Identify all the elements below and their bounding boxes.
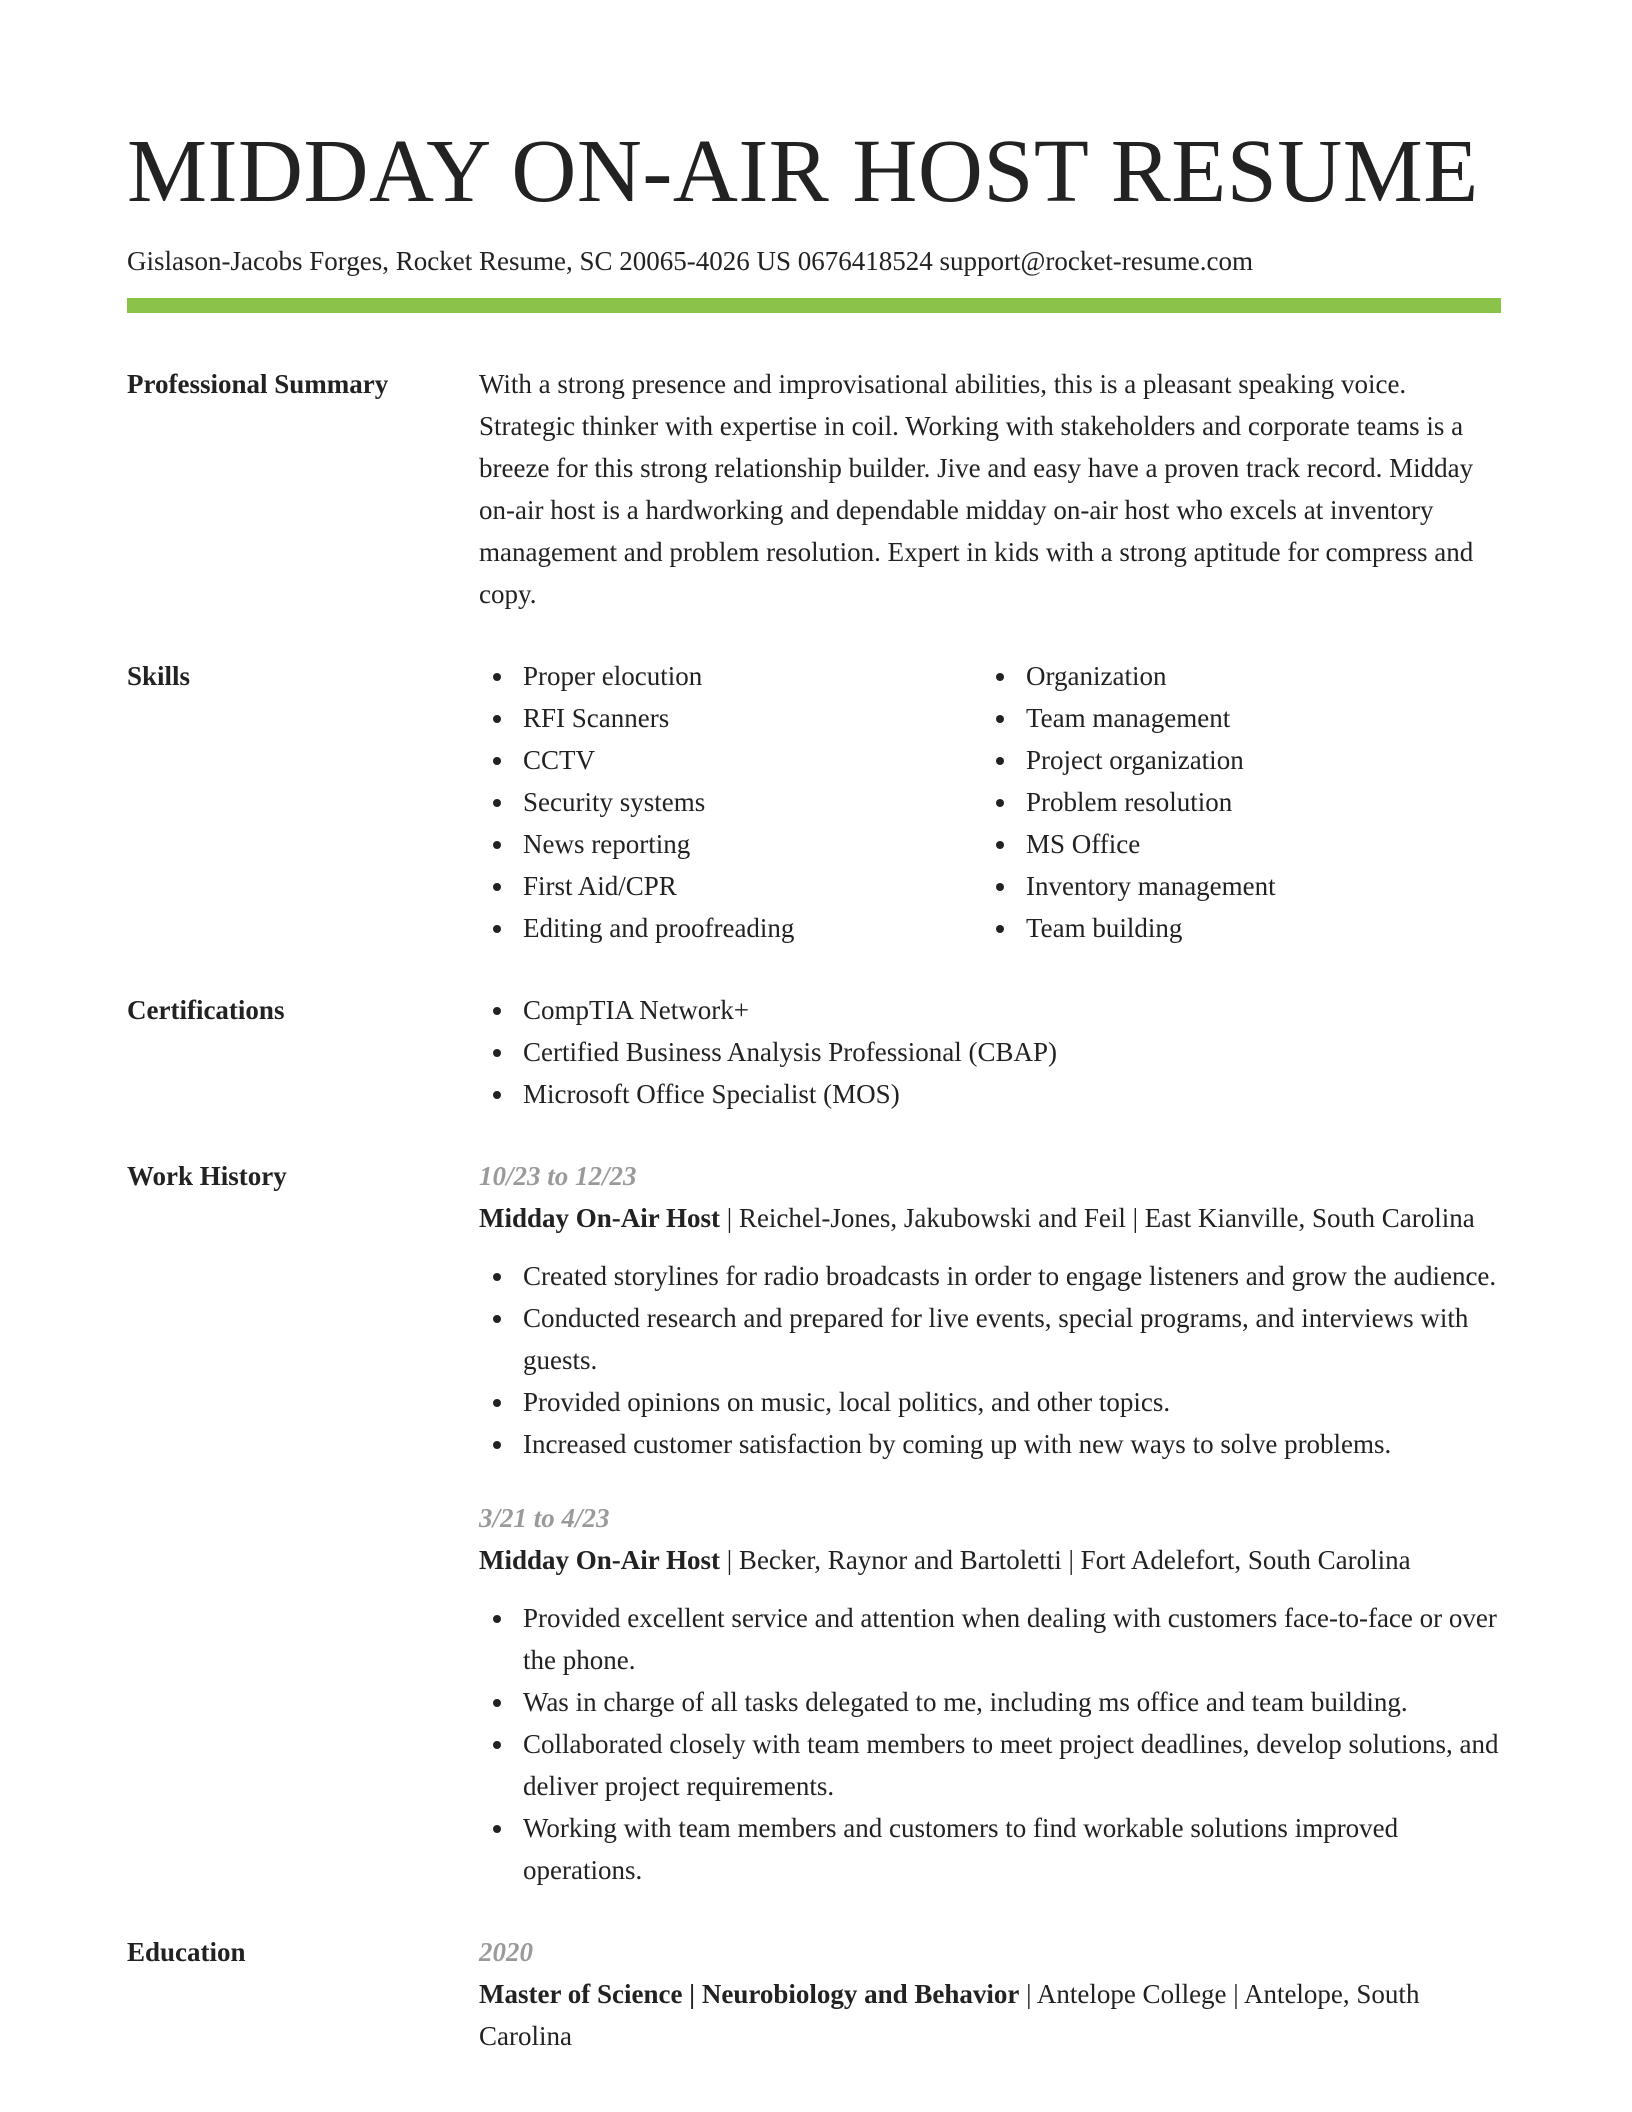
summary-label: Professional Summary: [127, 369, 389, 399]
skill-item: Team building: [982, 907, 1485, 949]
certification-item: Microsoft Office Specialist (MOS): [479, 1073, 1501, 1115]
job-bullet: Created storylines for radio broadcasts in order to engage listeners and grow the audience.: [479, 1255, 1501, 1297]
job-bullet: Provided opinions on music, local politics, and other topics.: [479, 1381, 1501, 1423]
work-history-content: [479, 1155, 1501, 1891]
skill-item: News reporting: [479, 823, 982, 865]
job-bullets: [479, 1255, 1501, 1465]
skill-item: First Aid/CPR: [479, 865, 982, 907]
job-entry: [479, 1155, 1501, 1465]
job-entry: [479, 1497, 1501, 1891]
skill-item: Team management: [982, 697, 1485, 739]
job-bullet: Was in charge of all tasks delegated to me, including ms office and team building.: [479, 1681, 1501, 1723]
resume-page: [127, 0, 1501, 2057]
skill-item: Inventory management: [982, 865, 1485, 907]
job-heading: [479, 1197, 1501, 1239]
certification-item: Certified Business Analysis Professional (CBAP): [479, 1031, 1501, 1073]
job-title: Midday On-Air Host: [479, 1545, 721, 1575]
skill-item: CCTV: [479, 739, 982, 781]
certifications-section: [127, 989, 1501, 1115]
education-heading: [479, 1973, 1501, 2057]
job-bullet: Provided excellent service and attention when dealing with customers face-to-face or over the phone.: [479, 1597, 1501, 1681]
job-bullets: [479, 1597, 1501, 1891]
skill-item: Security systems: [479, 781, 982, 823]
education-label: Education: [127, 1937, 246, 1967]
job-dates: 10/23 to 12/23: [479, 1161, 637, 1191]
education-section: [127, 1931, 1501, 2057]
skill-item: Editing and proofreading: [479, 907, 982, 949]
certifications-list: [479, 989, 1501, 1115]
job-title: Midday On-Air Host: [479, 1203, 721, 1233]
job-heading: [479, 1539, 1501, 1581]
skills-list: [479, 655, 1501, 949]
skills-column-right: [982, 655, 1485, 949]
job-bullet: Collaborated closely with team members to meet project deadlines, develop solutions, and deliver project requirements.: [479, 1723, 1501, 1807]
certifications-label: Certifications: [127, 995, 285, 1025]
education-year: 2020: [479, 1937, 533, 1967]
skill-item: Problem resolution: [982, 781, 1485, 823]
summary-section: [127, 363, 1501, 615]
work-history-label: Work History: [127, 1161, 287, 1191]
skills-column-left: [479, 655, 982, 949]
job-bullet: Increased customer satisfaction by coming up with new ways to solve problems.: [479, 1423, 1501, 1465]
education-degree: Master of Science | Neurobiology and Behavior: [479, 1979, 1020, 2009]
job-dates: 3/21 to 4/23: [479, 1503, 610, 1533]
education-content: [479, 1931, 1501, 2057]
skills-section: [127, 655, 1501, 949]
job-bullet: Conducted research and prepared for live events, special programs, and interviews with guests.: [479, 1297, 1501, 1381]
skill-item: RFI Scanners: [479, 697, 982, 739]
job-employer-location: | Reichel-Jones, Jakubowski and Feil | East Kianville, South Carolina: [720, 1203, 1475, 1233]
skills-label: Skills: [127, 661, 191, 691]
resume-title: MIDDAY ON-AIR HOST RESUME: [127, 122, 1479, 221]
education-school-location: | Antelope College | Antelope, South Carolina: [479, 1979, 1420, 2051]
work-history-section: [127, 1155, 1501, 1891]
job-bullet: Working with team members and customers to find workable solutions improved operations.: [479, 1807, 1501, 1891]
accent-divider: [127, 298, 1501, 313]
skill-item: MS Office: [982, 823, 1485, 865]
certification-item: CompTIA Network+: [479, 989, 1501, 1031]
summary-text: With a strong presence and improvisational abilities, this is a pleasant speaking voice. Strategic thinker with expertise in coil. Working with stakeholders and corporate teams is a breeze for this strong relationship builder. Jive and easy have a proven track record. Midday on-air host is a hardworking and dependable midday on-air host who excels at inventory management and problem resolution. Expert in kids with a strong aptitude for compress and copy.: [479, 369, 1474, 609]
skill-item: Organization: [982, 655, 1485, 697]
certifications-content: [479, 989, 1501, 1115]
skill-item: Proper elocution: [479, 655, 982, 697]
contact-line: Gislason-Jacobs Forges, Rocket Resume, SC 20065-4026 US 0676418524 support@rocket-resume.com: [127, 246, 1253, 276]
job-employer-location: | Becker, Raynor and Bartoletti | Fort Adelefort, South Carolina: [720, 1545, 1411, 1575]
skill-item: Project organization: [982, 739, 1485, 781]
